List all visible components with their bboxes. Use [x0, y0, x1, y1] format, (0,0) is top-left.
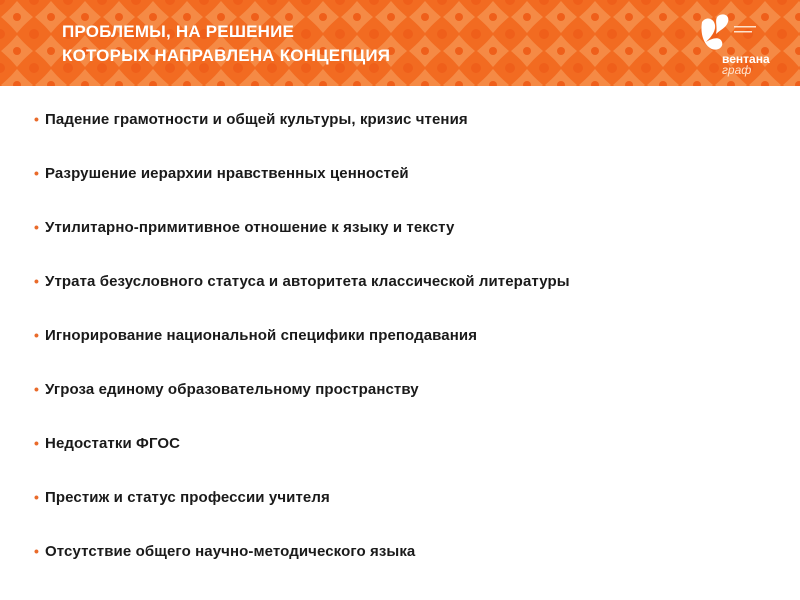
list-item [34, 146, 570, 200]
bullet-dot-icon: • [34, 327, 40, 343]
slide-title-line-2: КОТОРЫХ НАПРАВЛЕНА КОНЦЕПЦИЯ [62, 46, 391, 65]
list-item [34, 308, 570, 362]
list-item [34, 524, 570, 578]
list-item-text: Утрата безусловного статуса и авторитета классической литературы [45, 272, 570, 290]
bullet-dot-icon: • [34, 111, 40, 127]
list-item [34, 254, 570, 308]
slide-header [0, 0, 800, 86]
bullet-dot-icon: • [34, 165, 40, 181]
bullet-dot-icon: • [34, 219, 40, 235]
list-item [34, 362, 570, 416]
list-item-text: Угроза единому образовательному пространству [45, 380, 419, 398]
list-item-text: Недостатки ФГОС [45, 434, 181, 452]
list-item [34, 416, 570, 470]
list-item-text: Утилитарно-примитивное отношение к языку и тексту [45, 218, 455, 236]
list-item-text: Падение грамотности и общей культуры, кризис чтения [45, 110, 468, 128]
bullet-dot-icon: • [34, 273, 40, 289]
list-item-text: Отсутствие общего научно-методического языка [45, 542, 416, 560]
bullet-dot-icon: • [34, 435, 40, 451]
slide-title-line-1: ПРОБЛЕМЫ, НА РЕШЕНИЕ [62, 22, 295, 41]
logo-word: вентана [722, 52, 770, 66]
slide-title [62, 20, 390, 68]
list-item [34, 92, 570, 146]
logo-sub: граф [722, 63, 752, 77]
list-item [34, 200, 570, 254]
list-item-text: Игнорирование национальной специфики преподавания [45, 326, 478, 344]
logo-wordmark [722, 54, 770, 76]
bullet-dot-icon: • [34, 489, 40, 505]
bullet-dot-icon: • [34, 543, 40, 559]
bullet-list [34, 92, 570, 578]
list-item [34, 470, 570, 524]
bullet-dot-icon: • [34, 381, 40, 397]
list-item-text: Престиж и статус профессии учителя [45, 488, 330, 506]
list-item-text: Разрушение иерархии нравственных ценностей [45, 164, 409, 182]
